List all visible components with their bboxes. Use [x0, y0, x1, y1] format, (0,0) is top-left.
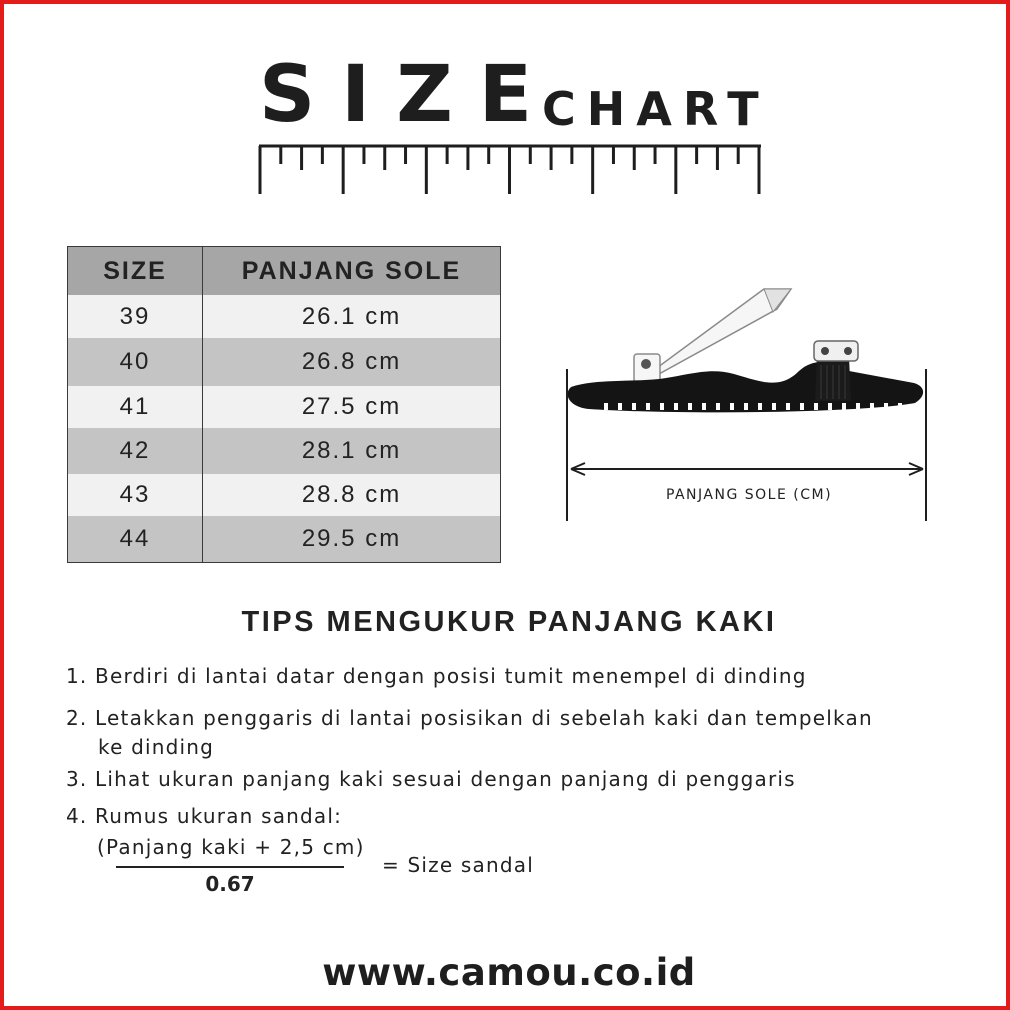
tread-mark: [828, 403, 832, 410]
header-panjang-sole: PANJANG SOLE: [241, 256, 462, 285]
sole-cell: 27.5 cm: [301, 393, 402, 420]
size-cell: 43: [68, 474, 203, 516]
tread-mark: [660, 403, 664, 410]
table-row: [68, 338, 500, 386]
website-url: www.camou.co.id: [322, 951, 696, 994]
tread-mark: [604, 403, 608, 410]
tread-mark: [898, 403, 902, 410]
tread-mark: [814, 403, 818, 410]
tread-mark: [856, 403, 860, 410]
tread-mark: [800, 403, 804, 410]
formula-numerator: (Panjang kaki + 2,5 cm): [97, 835, 365, 859]
formula-result: = Size sandal: [382, 853, 534, 877]
ruler-graphic: [254, 144, 766, 196]
tip-item: 1. Berdiri di lantai datar dengan posisi tumit menempel di dinding: [66, 664, 807, 688]
sole-cell: 26.1 cm: [301, 302, 402, 330]
table-row: [68, 386, 500, 428]
tread-mark: [618, 403, 622, 410]
tread-mark: [646, 403, 650, 410]
tread-mark: [632, 403, 636, 410]
title-chart: CHART: [542, 82, 770, 136]
header-size: SIZE: [68, 247, 203, 295]
measure-label: PANJANG SOLE (CM): [665, 487, 833, 503]
table-row: [68, 474, 500, 516]
tread-mark: [716, 403, 720, 410]
tip-item-continued: ke dinding: [98, 735, 215, 759]
tip-item: 3. Lihat ukuran panjang kaki sesuai dengan panjang di penggaris: [66, 767, 796, 791]
size-cell: 42: [68, 428, 203, 474]
tread-mark: [702, 403, 706, 410]
tread-mark: [758, 403, 762, 410]
tread-mark: [744, 403, 748, 410]
table-row: [68, 295, 500, 338]
sole-cell: 29.5 cm: [301, 525, 402, 552]
tread-mark: [786, 403, 790, 410]
tread-mark: [730, 403, 734, 410]
sandal-illustration: [568, 289, 924, 412]
formula-fraction-line: [116, 866, 344, 868]
title-size: SIZE: [259, 50, 559, 140]
tread-mark: [688, 403, 692, 410]
tread-mark: [870, 403, 874, 410]
tread-mark: [772, 403, 776, 410]
tip-item: 2. Letakkan penggaris di lantai posisikan di sebelah kaki dan tempelkan: [66, 706, 873, 730]
tread-mark: [842, 403, 846, 410]
sole-cell: 26.8 cm: [301, 348, 402, 375]
size-cell: 44: [68, 516, 203, 562]
size-cell: 40: [68, 338, 203, 386]
tread-mark: [674, 403, 678, 410]
sandal-diagram: [559, 279, 939, 529]
tip-item: 4. Rumus ukuran sandal:: [66, 804, 343, 828]
table-row: [68, 428, 500, 474]
formula-denominator: 0.67: [205, 872, 255, 896]
table-row: [68, 516, 500, 562]
size-table: [67, 246, 501, 563]
size-cell: 39: [68, 295, 203, 338]
sole-cell: 28.8 cm: [301, 481, 402, 508]
sole-cell: 28.1 cm: [301, 437, 402, 464]
table-header-row: [68, 247, 500, 295]
tips-title: TIPS MENGUKUR PANJANG KAKI: [241, 606, 777, 638]
size-cell: 41: [68, 386, 203, 428]
tread-mark: [884, 403, 888, 410]
